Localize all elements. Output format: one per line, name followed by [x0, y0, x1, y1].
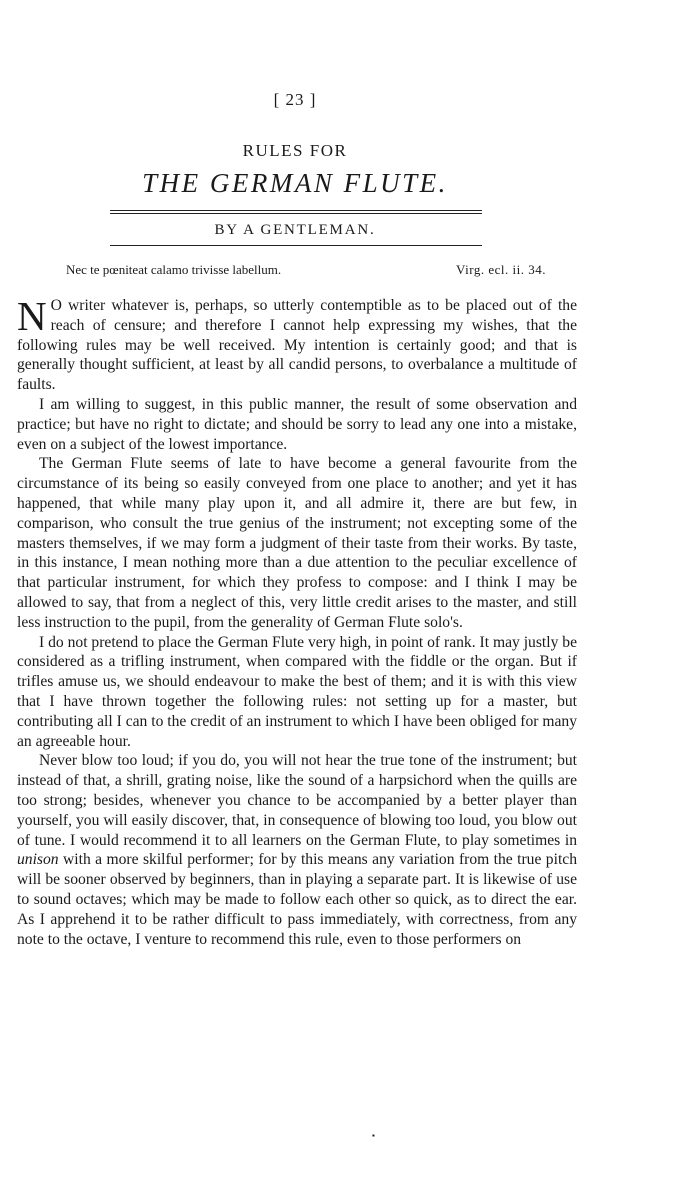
paragraph-text: I am willing to suggest, in this public manner, the result of some observation and practice; but have no right to dictate; and should be sorry to lead any one into a mistake, even on a subject of the lowest importance. [17, 395, 577, 453]
paragraph-3 [17, 454, 577, 632]
italic-term: unison [17, 851, 59, 869]
title-line-1: RULES FOR [242, 141, 348, 160]
drop-cap: N [17, 293, 47, 339]
page-number: [ 23 ] [273, 90, 317, 109]
paragraph-text: Never blow too loud; if you do, you will not hear the true tone of the instrument; but instead of that, a shrill, grating noise, like the sound of a harpsichord when the quills are too strong; besides, whenever you chance to be accompanied by a better player than yourself, you will easily discover, that, in consequence of blowing too loud, you blow out of tune. I would recommend it to all learners on the German Flute, to play sometimes in [17, 752, 577, 849]
paragraph-text: O writer whatever is, perhaps, so utterly contemptible as to be placed out of the reach of censure; and therefore I cannot help expressing my wishes, that the following rules may be well received. My intention is certainly good; and that is generally thought sufficient, at least by all candid persons, to overbalance a multitude of faults. [17, 297, 577, 394]
paragraph-2 [17, 395, 577, 454]
divider-top [110, 210, 482, 211]
ink-speck: ▪ [372, 1131, 375, 1140]
paragraph-text: with a more skilful performer; for by this means any variation from the true pitch will be sooner observed by beginners, than in playing a separate part. It is likewise of use to sound octaves; which may be made to follow each other so quick, as to direct the ear. As I apprehend it to be rather difficult to pass immediately, with correctness, from any note to the octave, I venture to recommend this rule, even to those performers on [17, 851, 577, 948]
epigraph-quote: Nec te pœniteat calamo trivisse labellum. [66, 262, 282, 277]
article-body [17, 293, 577, 949]
divider-top-double [110, 213, 482, 214]
byline: BY A GENTLEMAN. [214, 222, 376, 238]
paragraph-5 [17, 751, 577, 949]
epigraph [66, 262, 546, 278]
paragraph-text: I do not pretend to place the German Flute very high, in point of rank. It may justly be considered as a trifling instrument, when compared with the fiddle or the organ. But if trifles amuse us, we should endeavour to make the best of them; and it is with this view that I have thrown together the following rules: not setting up for a master, but contributing all I can to the credit of an instrument to which I have been obliged for many an agreeable hour. [17, 633, 577, 750]
epigraph-citation: Virg. ecl. ii. 34. [456, 262, 546, 277]
divider-bottom [110, 245, 482, 246]
paragraph-text: The German Flute seems of late to have become a general favourite from the circumstance of its being so easily conveyed from one place to another; and yet it has happened, that while many play upon it, and all admire it, there are but few, in comparison, who consult the true genius of the instrument; not excepting some of the masters themselves, if we may form a judgment of their taste from their works. By taste, in this instance, I mean nothing more than a due attention to the peculiar excellence of that particular instrument, for which they profess to compose: and I think I may be allowed to say, that from a neglect of this, very little credit arises to the master, and still less instruction to the pupil, from the generality of German Flute solo's. [17, 455, 577, 631]
paragraph-4 [17, 633, 577, 752]
main-title: THE GERMAN FLUTE. [142, 168, 448, 198]
paragraph-1 [17, 293, 577, 395]
